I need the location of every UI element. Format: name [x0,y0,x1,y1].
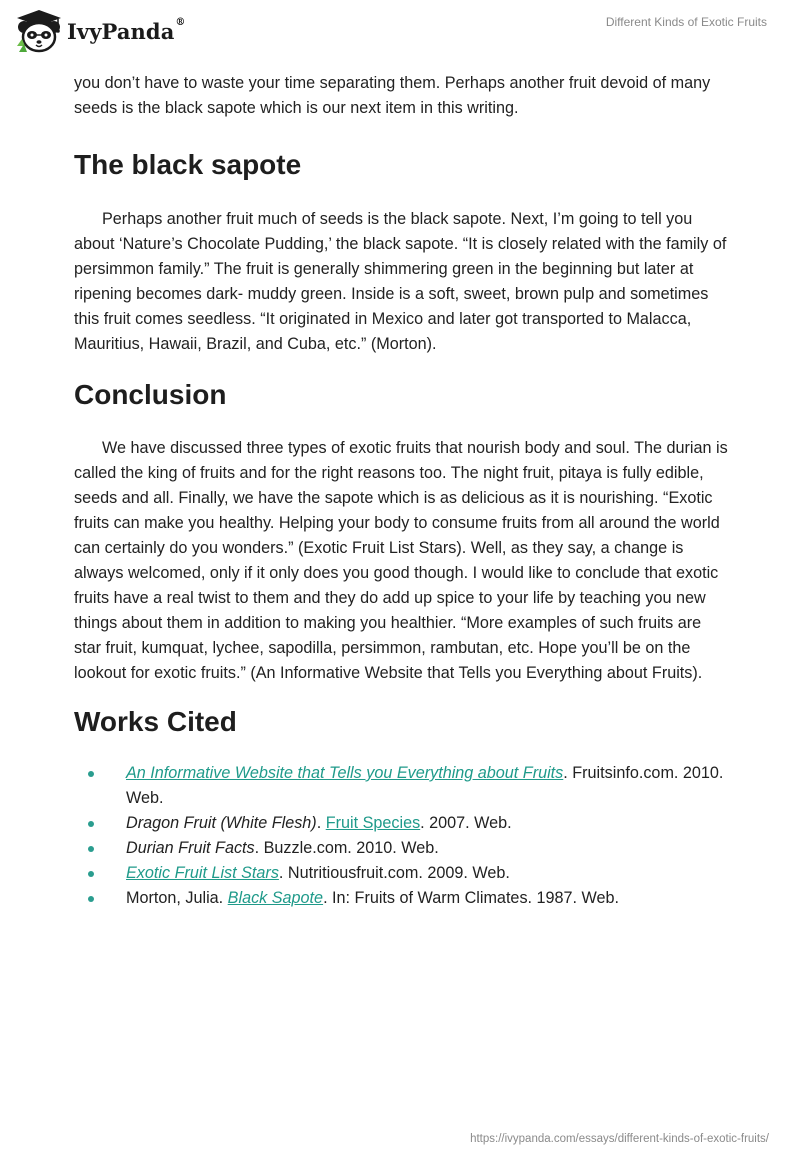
citation-item: Exotic Fruit List Stars. Nutritiousfruit.com. 2009. Web. [126,861,730,886]
citation-item: Durian Fruit Facts. Buzzle.com. 2010. Web. [126,836,730,861]
intro-paragraph: you don’t have to waste your time separating them. Perhaps another fruit devoid of many seeds is the black sapote which is our next item in this writing. [74,74,711,117]
panda-graduate-icon [14,8,64,54]
bullet-icon [88,896,94,902]
logo-text: IvyPanda® [67,16,186,44]
citation-link[interactable]: Fruit Species [325,814,421,832]
black-sapote-paragraph: Perhaps another fruit much of seeds is the black sapote. Next, I’m going to tell you about ‘Nature’s Chocolate Pudding,’ the black sapote. “It is closely related with the family of persimmon family.” The fruit is generally shimmering green in the beginning but later at ripening becomes dark- muddy green. Inside is a soft, sweet, brown pulp and sometimes this fruit comes seedless. “It originated in Mexico and later got transported to Malacca, Mauritius, Hawaii, Brazil, and Cuba, etc.” (Morton). [74,210,727,353]
source-url[interactable]: https://ivypanda.com/essays/different-kinds-of-exotic-fruits/ [470,1133,769,1145]
citation-link[interactable]: Black Sapote [227,889,324,907]
citation-link[interactable]: Exotic Fruit List Stars [126,864,279,882]
works-cited-list [74,761,730,911]
bullet-icon [88,871,94,877]
bullet-icon [88,821,94,827]
citation-item: Morton, Julia. Black Sapote. In: Fruits of Warm Climates. 1987. Web. [126,886,730,911]
conclusion-heading: Conclusion [74,379,227,410]
document-title: Different Kinds of Exotic Fruits [605,15,767,29]
essay-content [74,71,730,911]
bullet-icon [88,771,94,777]
citation-item: Dragon Fruit (White Flesh). Fruit Species. 2007. Web. [126,811,730,836]
black-sapote-heading: The black sapote [74,149,302,180]
ivypanda-logo[interactable] [14,8,186,54]
works-cited-heading: Works Cited [74,706,237,737]
citation-item: An Informative Website that Tells you Everything about Fruits. Fruitsinfo.com. 2010. Web. [126,761,730,811]
citation-link[interactable]: An Informative Website that Tells you Everything about Fruits [126,764,564,782]
bullet-icon [88,846,94,852]
page-header [0,0,800,70]
conclusion-paragraph: We have discussed three types of exotic fruits that nourish body and soul. The durian is called the king of fruits and for the right reasons too. The night fruit, pitaya is fully edible, seeds and all. Finally, we have the sapote which is as delicious as it is nourishing. “Exotic fruits can make you healthy. Helping your body to consume fruits from all around the world can certainly do you wonders.” (Exotic Fruit List Stars). Well, as they say, a change is always welcomed, only if it only does you good though. I would like to conclude that exotic fruits have a real twist to them and they do add up spice to your life by teaching you new things about them in addition to making you healthier. “More examples of such fruits are star fruit, kumquat, lychee, sapodilla, persimmon, rambutan, etc. Hope you’ll be on the lookout for exotic fruits.” (An Informative Website that Tells you Everything about Fruits). [74,439,728,682]
